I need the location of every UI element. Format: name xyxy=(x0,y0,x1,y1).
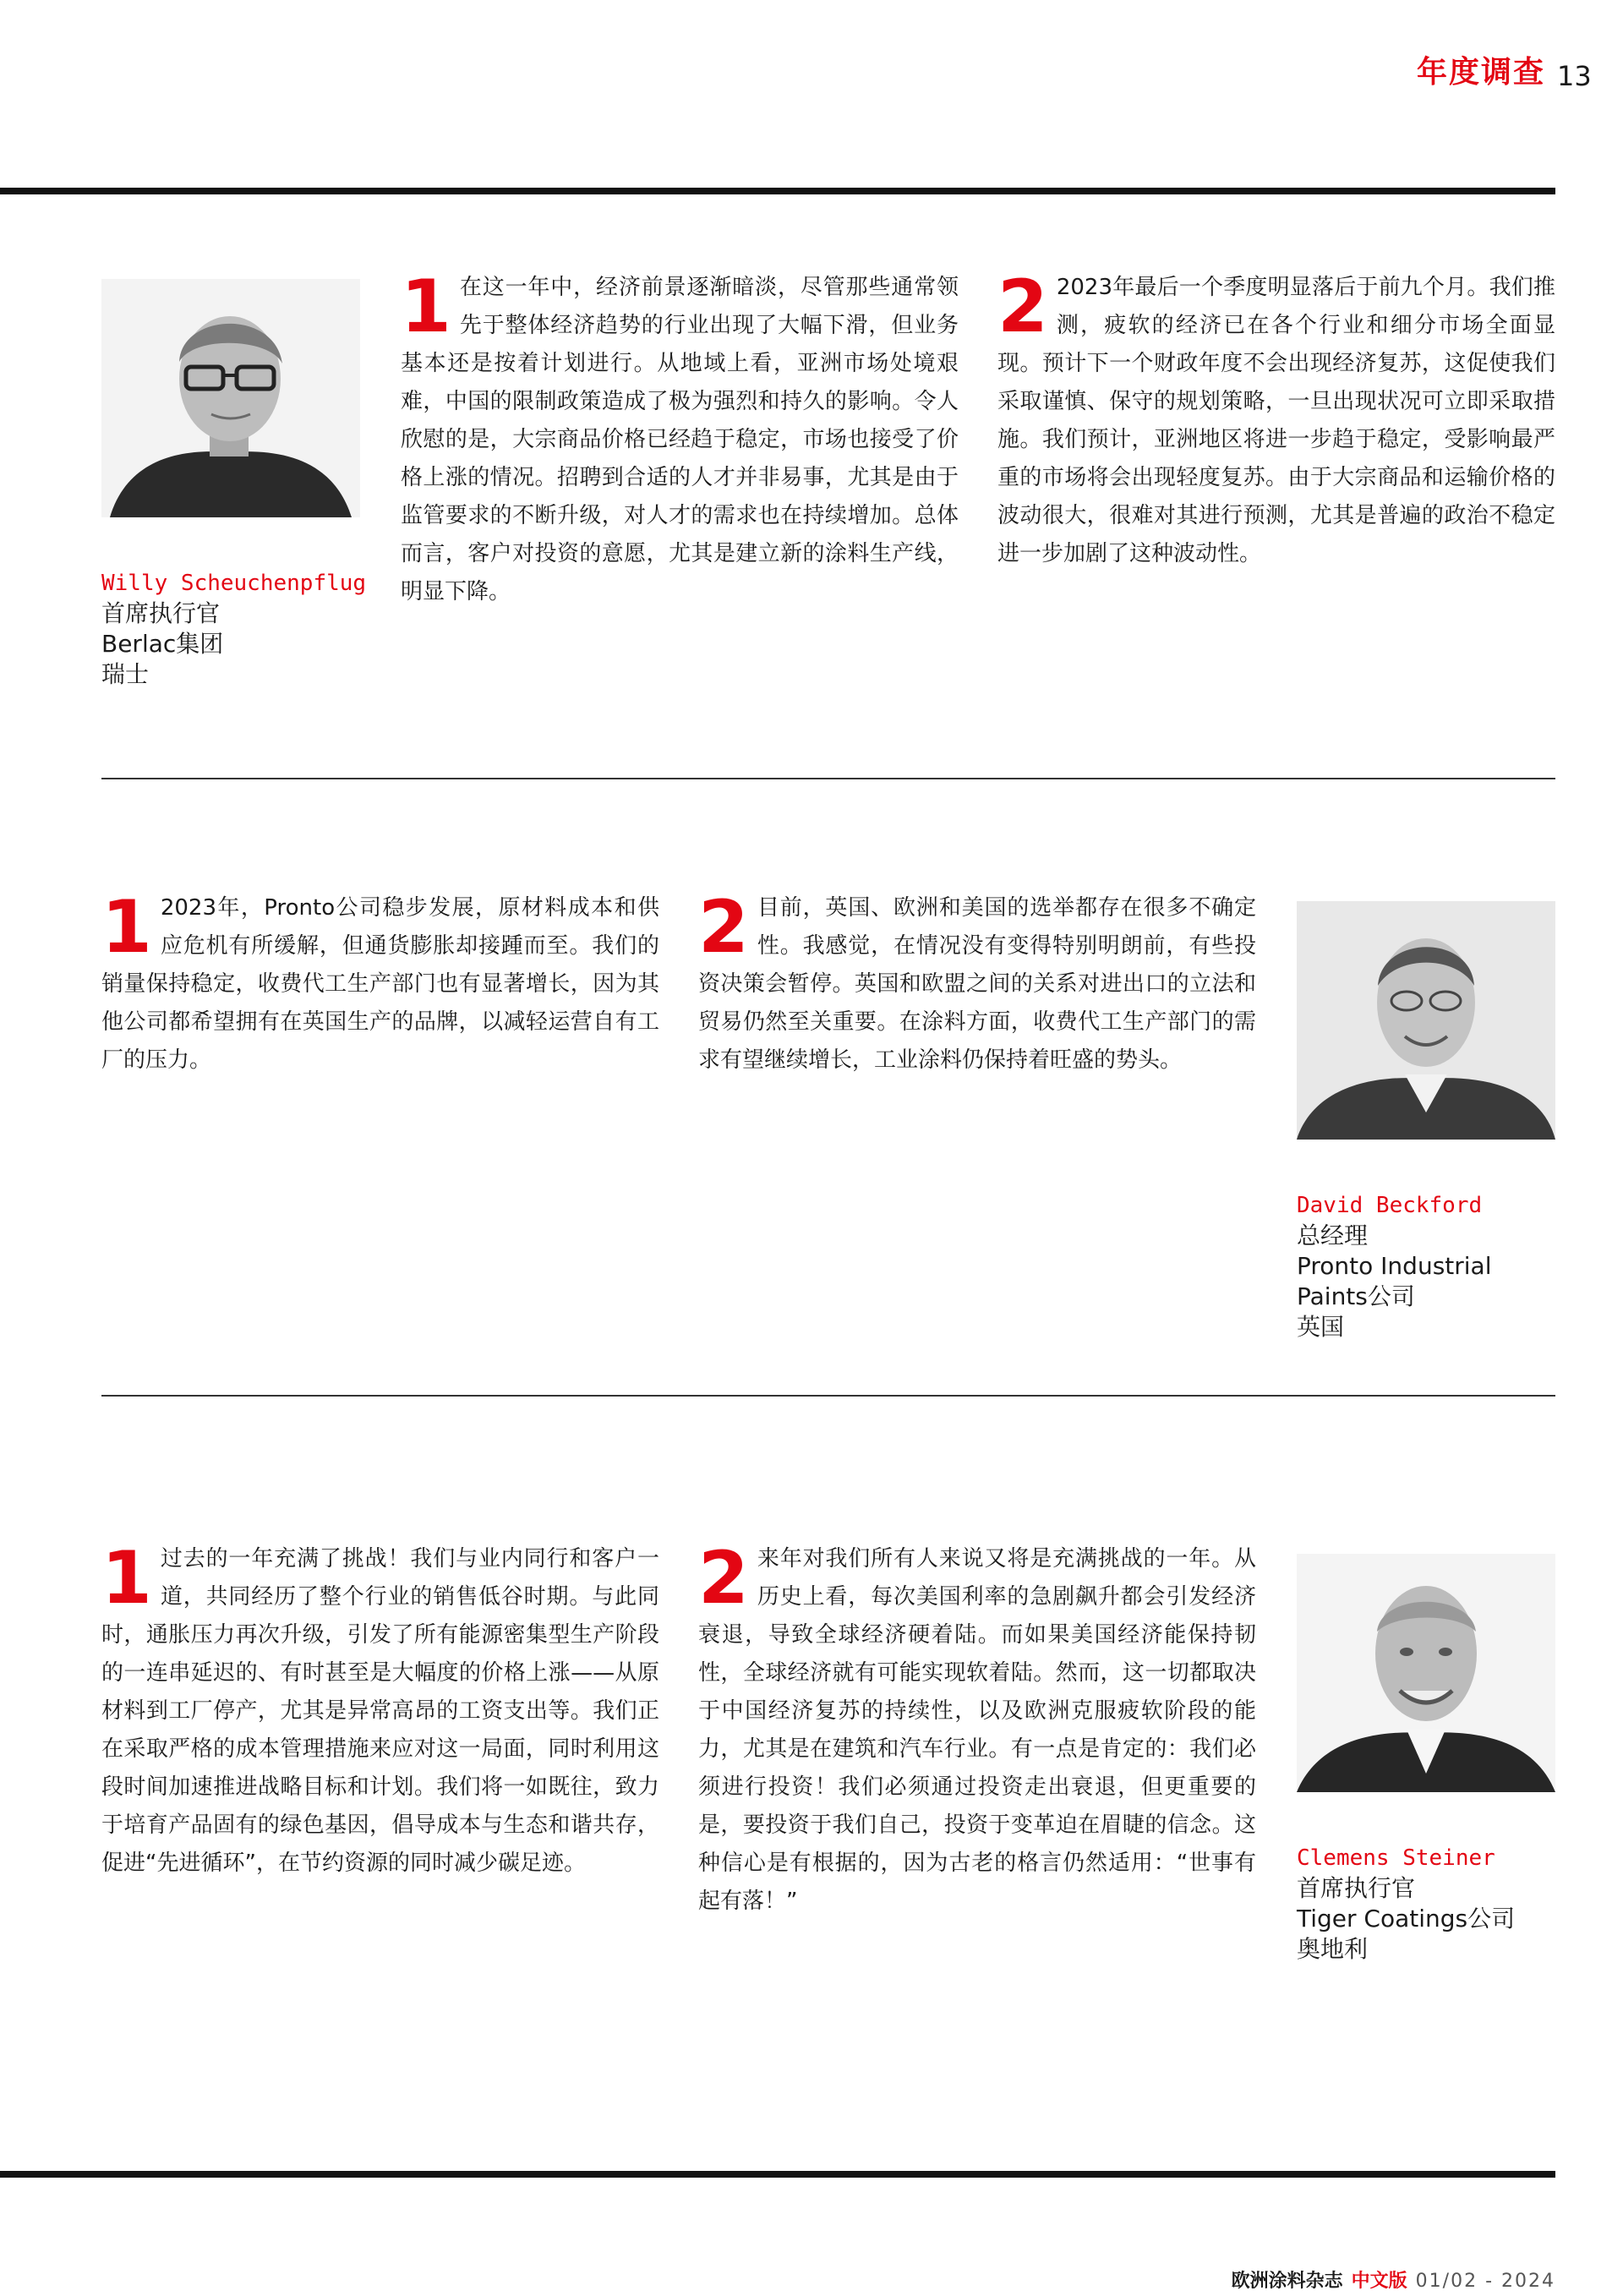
person-caption xyxy=(1297,1843,1515,1965)
question-number: 2 xyxy=(997,265,1048,349)
answer-1 xyxy=(101,1536,659,1883)
person-caption xyxy=(1297,1190,1492,1342)
person-name: David Beckford xyxy=(1297,1193,1483,1218)
answer-text: 来年对我们所有人来说又将是充满挑战的一年。从历史上看，每次美国利率的急剧飙升都会引发经济衰退，导致全球经济硬着陆。而如果美国经济能保持韧性，全球经济就有可能实现软着陆。然而，这一切都取决于中国经济复苏的持续性，以及欧洲克服疲软阶段的能力，尤其是在建筑和汽车行业。有一点是肯定的：我们必须进行投资！我们必须通过投资走出衰退，但更重要的是，要投资于我们自己，投资于变革迫在眉睫的信念。这种信心是有根据的，因为古老的格言仍然适用：“世事有起有落！” xyxy=(698,1546,1256,1914)
person-role: 总经理 xyxy=(1297,1222,1369,1249)
person-name: Clemens Steiner xyxy=(1297,1845,1495,1871)
answer-2 xyxy=(997,265,1555,573)
section-divider xyxy=(101,1395,1555,1397)
person-company: Berlac集团 xyxy=(101,630,224,658)
portrait-photo-steiner xyxy=(1297,1554,1555,1792)
page-number: 13 xyxy=(1557,60,1592,92)
answer-text: 2023年最后一个季度明显落后于前九个月。我们推测，疲软的经济已在各个行业和细分市场全面显现。预计下一个财政年度不会出现经济复苏，这促使我们采取谨慎、保守的规划策略，一旦出现状况可立即采取措施。我们预计，亚洲地区将进一步趋于稳定，受影响最严重的市场将会出现轻度复苏。由于大宗商品和运输价格的波动很大，很难对其进行预测，尤其是普遍的政治不稳定进一步加剧了这种波动性。 xyxy=(997,275,1555,566)
question-number: 1 xyxy=(101,1536,152,1621)
person-role: 首席执行官 xyxy=(1297,1874,1416,1902)
answer-text: 2023年，Pronto公司稳步发展，原材料成本和供应危机有所缓解，但通货膨胀却接踵而至。我们的销量保持稳定，收费代工生产部门也有显著增长，因为其他公司都希望拥有在英国生产的品牌，以减轻运营自有工厂的压力。 xyxy=(101,895,659,1073)
answer-1 xyxy=(401,265,959,611)
section-title: 年度调查 xyxy=(1416,55,1545,90)
person-country: 英国 xyxy=(1297,1313,1345,1341)
header-rule xyxy=(0,188,1555,194)
answer-2 xyxy=(698,1536,1256,1921)
person-company: Tiger Coatings公司 xyxy=(1297,1905,1516,1932)
question-number: 2 xyxy=(698,885,749,970)
question-number: 2 xyxy=(698,1536,749,1621)
footer-rule xyxy=(0,2171,1555,2178)
question-number: 1 xyxy=(401,265,451,349)
edition-label: 中文版 xyxy=(1351,2271,1407,2292)
answer-text: 在这一年中，经济前景逐渐暗淡，尽管那些通常领先于整体经济趋势的行业出现了大幅下滑，但业务基本还是按着计划进行。从地域上看，亚洲市场处境艰难，中国的限制政策造成了极为强烈和持久的影响。令人欣慰的是，大宗商品价格已经趋于稳定，市场也接受了价格上涨的情况。招聘到合适的人才并非易事，尤其是由于监管要求的不断升级，对人才的需求也在持续增加。总体而言，客户对投资的意愿，尤其是建立新的涂料生产线，明显下降。 xyxy=(401,275,959,604)
person-name: Willy Scheuchenpflug xyxy=(101,571,367,596)
person-company: Pronto Industrial xyxy=(1297,1252,1492,1280)
answer-text: 过去的一年充满了挑战！我们与业内同行和客户一道，共同经历了整个行业的销售低谷时期。与此同时，通胀压力再次升级，引发了所有能源密集型生产阶段的一连串延迟的、有时甚至是大幅度的价格上涨——从原材料到工厂停产，尤其是异常高昂的工资支出等。我们正在采取严格的成本管理措施来应对这一局面，同时利用这段时间加速推进战略目标和计划。我们将一如既往，致力于培育产品固有的绿色基因，倡导成本与生态和谐共存，促进“先进循环”，在节约资源的同时减少碳足迹。 xyxy=(101,1546,659,1876)
person-country: 瑞士 xyxy=(101,660,150,688)
answer-1 xyxy=(101,885,659,1080)
person-country: 奥地利 xyxy=(1297,1935,1369,1963)
answer-text: 目前，英国、欧洲和美国的选举都存在很多不确定性。我感觉，在情况没有变得特别明朗前，有些投资决策会暂停。英国和欧盟之间的关系对进出口的立法和贸易仍然至关重要。在涂料方面，收费代工生产部门的需求有望继续增长，工业涂料仍保持着旺盛的势头。 xyxy=(698,895,1256,1073)
portrait-photo-beckford xyxy=(1297,901,1555,1140)
magazine-name: 欧洲涂料杂志 xyxy=(1231,2271,1343,2292)
footer-credit xyxy=(1232,2272,1555,2291)
issue-date: 01/02 - 2024 xyxy=(1415,2271,1555,2292)
person-role: 首席执行官 xyxy=(101,599,221,627)
question-number: 1 xyxy=(101,885,152,970)
answer-2 xyxy=(698,885,1256,1080)
person-caption xyxy=(101,568,366,690)
section-divider xyxy=(101,778,1555,779)
person-company: Paints公司 xyxy=(1297,1282,1415,1310)
portrait-photo-scheuchenpflug xyxy=(101,279,360,517)
